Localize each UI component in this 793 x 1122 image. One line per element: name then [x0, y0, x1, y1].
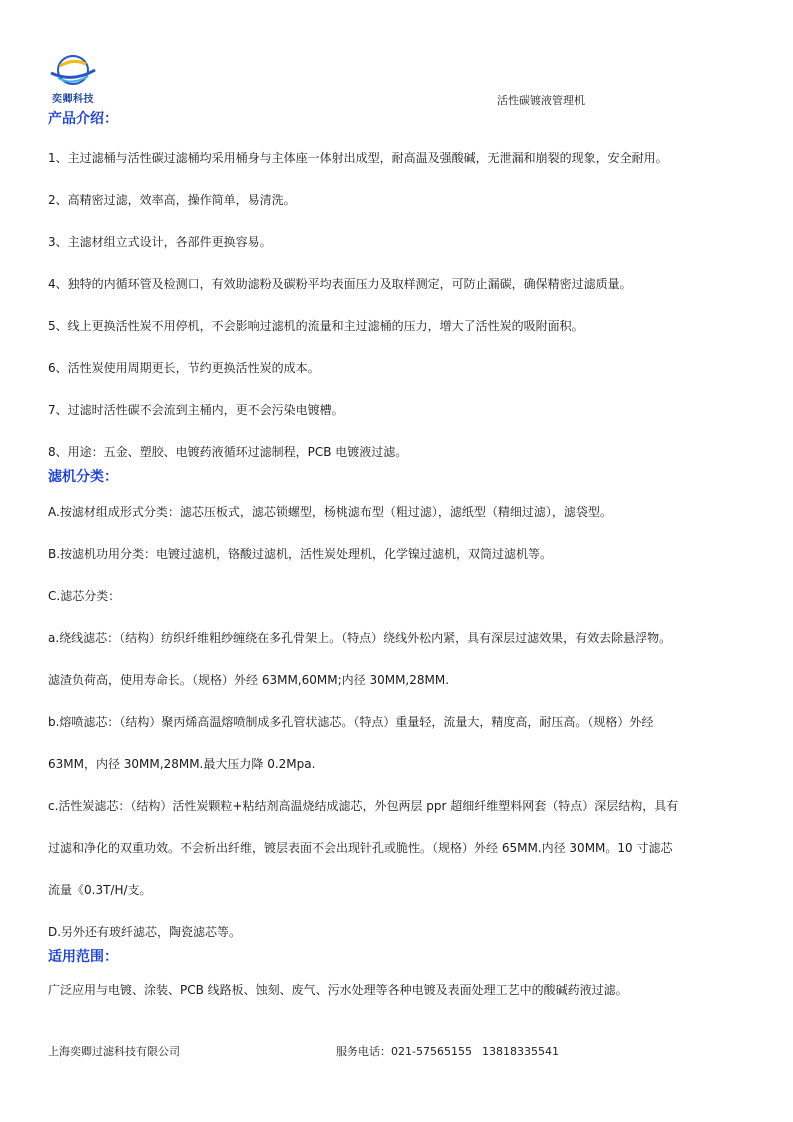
paragraph: 8、用途：五金、塑胶、电镀药液循环过滤制程，PCB 电镀液过滤。	[48, 445, 408, 459]
footer-contact	[336, 1043, 559, 1059]
section-heading-application-scope: 适用范围：	[48, 949, 118, 965]
company-logo	[46, 52, 100, 104]
footer-service-label: 服务电话：	[336, 1045, 391, 1058]
paragraph: 5、线上更换活性炭不用停机，不会影响过滤机的流量和主过滤桶的压力，增大了活性炭的吸附面积。	[48, 319, 584, 333]
globe-logo-icon	[48, 52, 98, 92]
section-heading-product-intro: 产品介绍：	[48, 111, 118, 127]
footer-phone-1: 021-57565155	[391, 1045, 472, 1058]
paragraph: b.熔喷滤芯：（结构）聚丙烯高温熔喷制成多孔管状滤芯。（特点）重量轻，流量大，精度高，耐压高。（规格）外经	[48, 715, 654, 729]
document-body	[48, 108, 753, 1000]
section-heading-filter-classification: 滤机分类：	[48, 469, 118, 485]
logo-text: 奕卿科技	[52, 94, 94, 105]
paragraph: 广泛应用与电镀、涂装、PCB 线路板、蚀刻、废气、污水处理等各种电镀及表面处理工艺中的酸碱药液过滤。	[48, 983, 628, 997]
paragraph: a.绕线滤芯：（结构）纺织纤维粗纱缠绕在多孔骨架上。（特点）绕线外松内紧，具有深层过滤效果，有效去除悬浮物。	[48, 631, 672, 645]
paragraph: 流量《0.3T/H/支。	[48, 883, 152, 897]
document-title: 活性碳镀液管理机	[497, 94, 585, 107]
paragraph: A.按滤材组成形式分类：滤芯压板式，滤芯锁螺型，杨桃滤布型（粗过滤），滤纸型（精细过滤），滤袋型。	[48, 505, 612, 519]
paragraph: 4、独特的内循环管及检测口，有效助滤粉及碳粉平均表面压力及取样测定，可防止漏碳，确保精密过滤质量。	[48, 277, 632, 291]
paragraph: 过滤和净化的双重功效。不会析出纤维，镀层表面不会出现针孔或脆性。（规格）外经 65MM.内径 30MM。10 寸滤芯	[48, 841, 673, 855]
paragraph: c.活性炭滤芯：（结构）活性炭颗粒+粘结剂高温烧结成滤芯，外包两层 ppr 超细纤维塑料网套（特点）深层结构，具有	[48, 799, 679, 813]
paragraph: 63MM，内径 30MM,28MM.最大压力降 0.2Mpa.	[48, 757, 316, 771]
paragraph: D.另外还有玻纤滤芯，陶瓷滤芯等。	[48, 925, 242, 939]
paragraph: 7、过滤时活性碳不会流到主桶内，更不会污染电镀槽。	[48, 403, 344, 417]
paragraph: 2、高精密过滤，效率高，操作简单，易清洗。	[48, 193, 296, 207]
paragraph: 3、主滤材组立式设计，各部件更换容易。	[48, 235, 272, 249]
paragraph: B.按滤机功用分类：电镀过滤机，铬酸过滤机，活性炭处理机，化学镍过滤机，双筒过滤机等。	[48, 547, 553, 561]
footer-phone-2: 13818335541	[481, 1045, 559, 1058]
paragraph: C.滤芯分类：	[48, 589, 121, 603]
paragraph: 滤渣负荷高，使用寿命长。（规格）外经 63MM,60MM;内径 30MM,28MM.	[48, 673, 450, 687]
paragraph: 1、主过滤桶与活性碳过滤桶均采用桶身与主体座一体射出成型，耐高温及强酸碱，无泄漏和崩裂的现象，安全耐用。	[48, 151, 668, 165]
paragraph: 6、活性炭使用周期更长，节约更换活性炭的成本。	[48, 361, 320, 375]
footer-company: 上海奕卿过滤科技有限公司	[48, 1045, 180, 1058]
